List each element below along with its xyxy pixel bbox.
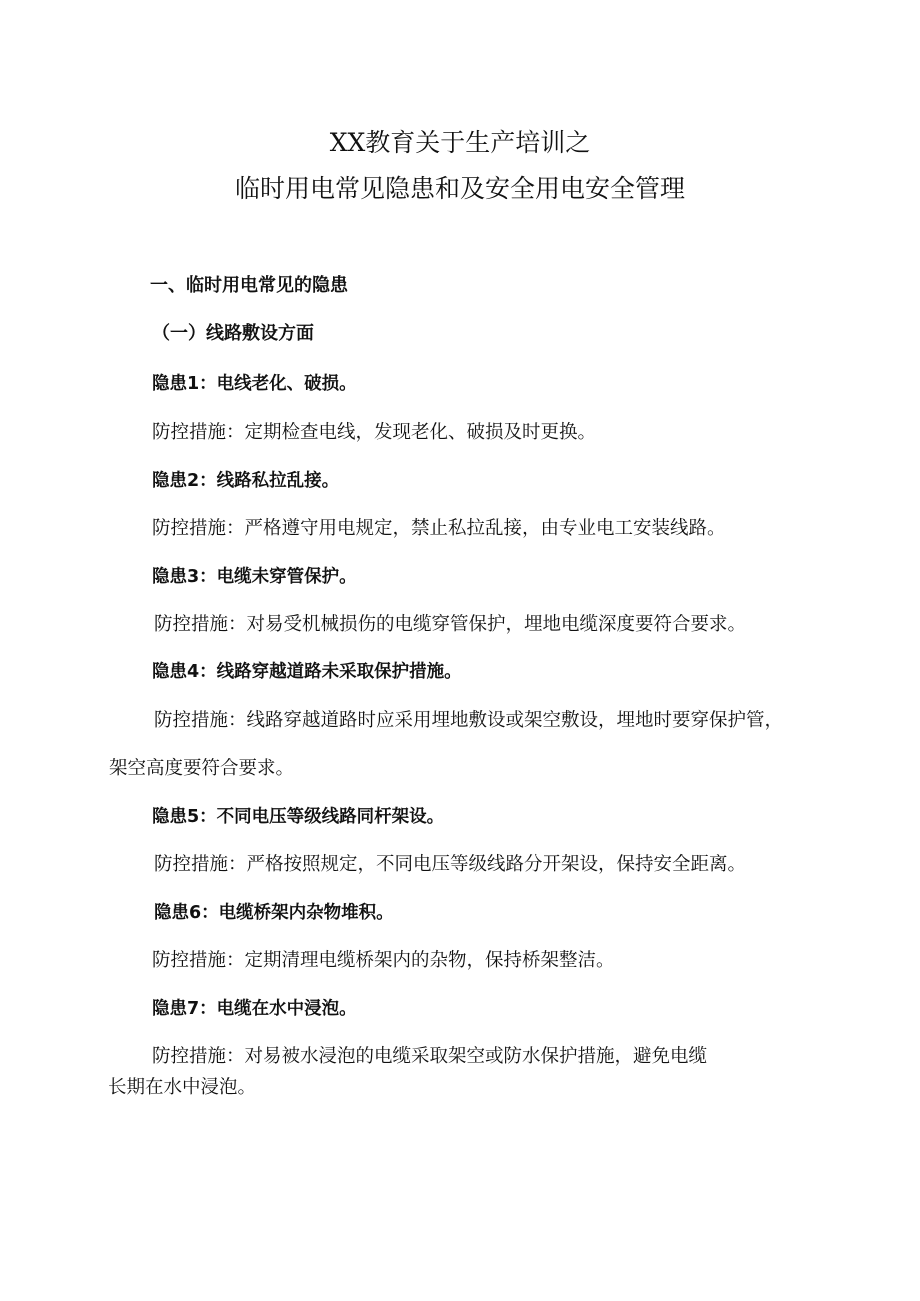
- subsection-heading: （一）线路敷设方面: [152, 323, 314, 344]
- hazard-measure-line1: 防控措施：对易被水浸泡的电缆采取架空或防水保护措施，避免电缆: [152, 1046, 708, 1067]
- hazard-measure: 防控措施：定期检查电线，发现老化、破损及时更换。: [152, 422, 597, 443]
- hazard-heading: 隐患4：线路穿越道路未采取保护措施。: [152, 662, 462, 682]
- hazard-heading: 隐患3：电缆未穿管保护。: [152, 567, 357, 587]
- hazard-heading: 隐患7：电缆在水中浸泡。: [152, 999, 357, 1019]
- hazard-measure-line1: 防控措施：线路穿越道路时应采用埋地敷设或架空敷设，埋地时要穿保护管，: [154, 710, 784, 731]
- hazard-heading: 隐患2：线路私拉乱接。: [152, 471, 340, 491]
- hazard-measure-line2: 长期在水中浸泡。: [108, 1077, 257, 1098]
- hazard-heading: 隐患1：电线老化、破损。: [152, 374, 357, 394]
- hazard-measure-line2: 架空高度要符合要求。: [109, 758, 295, 779]
- document-title-line2: 临时用电常见隐患和及安全用电安全管理: [234, 174, 685, 203]
- document-title-line1: XX教育关于生产培训之: [329, 128, 591, 157]
- hazard-measure: 防控措施：严格按照规定，不同电压等级线路分开架设，保持安全距离。: [154, 854, 747, 875]
- hazard-measure: 防控措施：严格遵守用电规定，禁止私拉乱接，由专业电工安装线路。: [152, 518, 726, 539]
- hazard-measure: 防控措施：对易受机械损伤的电缆穿管保护，埋地电缆深度要符合要求。: [154, 614, 747, 635]
- hazard-heading: 隐患5：不同电压等级线路同杆架设。: [152, 807, 445, 827]
- hazard-measure: 防控措施：定期清理电缆桥架内的杂物，保持桥架整洁。: [152, 950, 615, 971]
- hazard-heading: 隐患6：电缆桥架内杂物堆积。: [154, 903, 394, 923]
- section-heading: 一、临时用电常见的隐患: [150, 275, 348, 296]
